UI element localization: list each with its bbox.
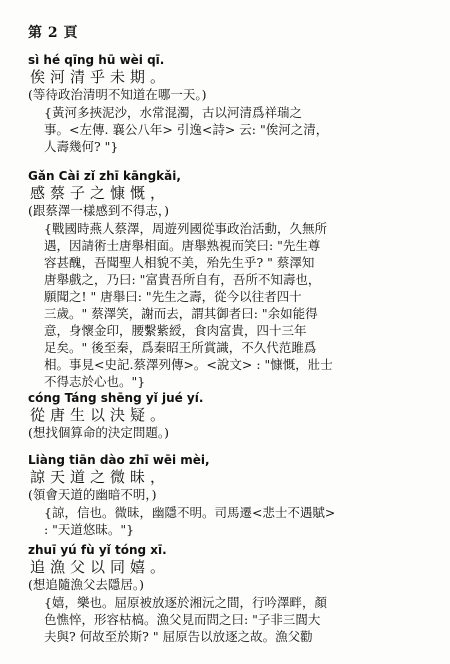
entry-5 — [28, 542, 428, 645]
modern-translation: (想追隨漁父去隱居。) — [28, 577, 145, 592]
pinyin-line: Gǎn Cài zǐ zhī kāngkǎi, — [28, 169, 181, 183]
chinese-verse: 感蔡子之慷慨， — [30, 184, 171, 202]
pinyin-line: Liàng tiān dào zhī wēi mèi, — [28, 453, 210, 467]
chinese-verse: 追漁父以同嬉。 — [30, 558, 171, 576]
modern-translation: (等待政治清明不知道在哪一天。) — [28, 87, 207, 102]
annotation-note: {戰國時燕人蔡澤，周遊列國從事政治活動，久無所 遇，因請術士唐舉相面。唐舉熟視而笑曰: "先生尊 容甚醜，吾聞聖人相貌不美，殆先生乎? " 蔡澤知 唐舉戲之，乃曰: "富貴吾所自有，吾所不知壽也， 願聞之! " 唐舉曰: "先生之壽，從今以往者四十 三歲。" 蔡澤笑，謝而去，謂其御者曰: "余如能得 意，身懷金印，腰繫紫綬，食肉富貴，四十三年 足矣。" 後至秦，爲秦昭王所賞識，不久代范雎爲 相。事見<史記.蔡澤列傳>。<說文> : "慷慨，壯士 不得志於心也。"} — [44, 221, 333, 389]
annotation-note: {諒，信也。微昧，幽隱不明。司馬遷<悲士不遇賦> : "天道悠昧。"} — [44, 505, 336, 537]
entry-1 — [28, 52, 428, 155]
annotation-note: {嬉，樂也。屈原被放逐於湘沅之間，行吟澤畔，顏 色憔悴，形容枯槁。漁父見而問之曰: "子非三閭大 夫與? 何故至於斯? " 屈原告以放逐之故。漁父勸 — [44, 595, 327, 644]
pinyin-line: cóng Táng shēng yǐ jué yí. — [28, 391, 204, 405]
entry-4 — [28, 452, 428, 538]
pinyin-line: sì hé qīng hū wèi qī. — [28, 53, 165, 67]
annotation-note: {黃河多挾泥沙，水常混濁，古以河清爲祥瑞之 事。<左傳. 襄公八年> 引逸<詩> 云: "俟河之清， 人壽幾何? "} — [44, 105, 329, 154]
entry-3 — [28, 390, 428, 442]
modern-translation: (跟蔡澤一樣感到不得志，) — [28, 203, 170, 218]
chinese-verse: 俟河清乎未期。 — [30, 68, 171, 86]
pinyin-line: zhuī yú fù yǐ tóng xī. — [28, 543, 167, 557]
chinese-verse: 諒天道之微昧， — [30, 468, 171, 486]
modern-translation: (想找個算命的決定問題。) — [28, 425, 170, 440]
modern-translation: (領會天道的幽暗不明，) — [28, 487, 157, 502]
chinese-verse: 從唐生以決疑。 — [30, 406, 171, 424]
page-number-label: 第 2 頁 — [28, 25, 78, 41]
entry-2 — [28, 168, 428, 390]
